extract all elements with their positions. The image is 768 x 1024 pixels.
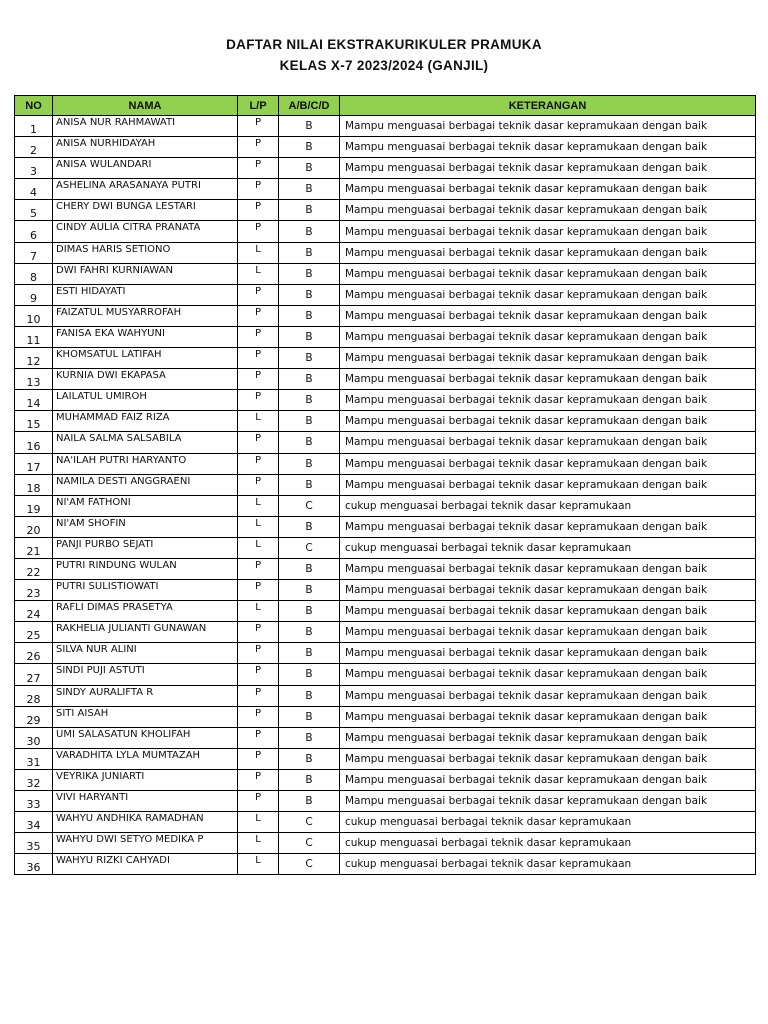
grade-cell: B xyxy=(279,727,340,748)
table-row xyxy=(15,179,756,200)
remark-cell: Mampu menguasai berbagai teknik dasar kepramukaan dengan baik xyxy=(340,558,756,579)
student-name-cell: ANISA WULANDARI xyxy=(53,158,238,179)
student-name-cell: ASHELINA ARASANAYA PUTRI xyxy=(53,179,238,200)
row-number-cell: 16 xyxy=(15,432,53,453)
row-number-cell: 7 xyxy=(15,242,53,263)
student-name-cell: PUTRI SULISTIOWATI xyxy=(53,580,238,601)
gender-cell: P xyxy=(238,221,279,242)
grade-cell: B xyxy=(279,601,340,622)
student-name-cell: DIMAS HARIS SETIONO xyxy=(53,242,238,263)
gender-cell: P xyxy=(238,284,279,305)
document-title: DAFTAR NILAI EKSTRAKURIKULER PRAMUKA xyxy=(226,37,542,52)
grade-cell: C xyxy=(279,537,340,558)
row-number-cell: 19 xyxy=(15,495,53,516)
gender-cell: L xyxy=(238,495,279,516)
student-name-cell: VIVI HARYANTI xyxy=(53,791,238,812)
row-number-cell: 1 xyxy=(15,116,53,137)
gender-cell: L xyxy=(238,854,279,875)
table-row xyxy=(15,116,756,137)
row-number-cell: 21 xyxy=(15,537,53,558)
grade-cell: B xyxy=(279,685,340,706)
row-number-cell: 3 xyxy=(15,158,53,179)
grade-cell: B xyxy=(279,643,340,664)
remark-cell: Mampu menguasai berbagai teknik dasar kepramukaan dengan baik xyxy=(340,348,756,369)
table-row xyxy=(15,200,756,221)
student-name-cell: PUTRI RINDUNG WULAN xyxy=(53,558,238,579)
remark-cell: cukup menguasai berbagai teknik dasar kepramukaan xyxy=(340,833,756,854)
row-number-cell: 8 xyxy=(15,263,53,284)
row-number-cell: 23 xyxy=(15,580,53,601)
table-row xyxy=(15,390,756,411)
student-name-cell: SINDY AURALIFTA R xyxy=(53,685,238,706)
gender-cell: P xyxy=(238,474,279,495)
table-row xyxy=(15,158,756,179)
row-number-cell: 20 xyxy=(15,516,53,537)
remark-cell: cukup menguasai berbagai teknik dasar kepramukaan xyxy=(340,537,756,558)
student-name-cell: NAMILA DESTI ANGGRAENI xyxy=(53,474,238,495)
remark-cell: Mampu menguasai berbagai teknik dasar kepramukaan dengan baik xyxy=(340,791,756,812)
row-number-cell: 17 xyxy=(15,453,53,474)
remark-cell: Mampu menguasai berbagai teknik dasar kepramukaan dengan baik xyxy=(340,474,756,495)
table-row xyxy=(15,263,756,284)
row-number-cell: 4 xyxy=(15,179,53,200)
student-name-cell: KHOMSATUL LATIFAH xyxy=(53,348,238,369)
remark-cell: Mampu menguasai berbagai teknik dasar kepramukaan dengan baik xyxy=(340,411,756,432)
remark-cell: Mampu menguasai berbagai teknik dasar kepramukaan dengan baik xyxy=(340,622,756,643)
column-header-lp: L/P xyxy=(238,96,279,116)
table-row xyxy=(15,643,756,664)
row-number-cell: 9 xyxy=(15,284,53,305)
row-number-cell: 22 xyxy=(15,558,53,579)
grade-cell: C xyxy=(279,495,340,516)
student-name-cell: DWI FAHRI KURNIAWAN xyxy=(53,263,238,284)
table-row xyxy=(15,748,756,769)
grade-cell: B xyxy=(279,221,340,242)
grades-table xyxy=(14,95,756,875)
table-row xyxy=(15,453,756,474)
remark-cell: Mampu menguasai berbagai teknik dasar kepramukaan dengan baik xyxy=(340,390,756,411)
grade-cell: B xyxy=(279,263,340,284)
table-row xyxy=(15,242,756,263)
table-row xyxy=(15,369,756,390)
gender-cell: L xyxy=(238,411,279,432)
row-number-cell: 24 xyxy=(15,601,53,622)
row-number-cell: 33 xyxy=(15,791,53,812)
student-name-cell: SINDI PUJI ASTUTI xyxy=(53,664,238,685)
remark-cell: Mampu menguasai berbagai teknik dasar kepramukaan dengan baik xyxy=(340,221,756,242)
gender-cell: P xyxy=(238,748,279,769)
table-row xyxy=(15,348,756,369)
remark-cell: cukup menguasai berbagai teknik dasar kepramukaan xyxy=(340,495,756,516)
table-header-row xyxy=(15,96,756,116)
row-number-cell: 6 xyxy=(15,221,53,242)
student-name-cell: CHERY DWI BUNGA LESTARI xyxy=(53,200,238,221)
student-name-cell: RAFLI DIMAS PRASETYA xyxy=(53,601,238,622)
row-number-cell: 32 xyxy=(15,769,53,790)
student-name-cell: NAILA SALMA SALSABILA xyxy=(53,432,238,453)
table-row xyxy=(15,769,756,790)
row-number-cell: 28 xyxy=(15,685,53,706)
table-row xyxy=(15,580,756,601)
remark-cell: Mampu menguasai berbagai teknik dasar kepramukaan dengan baik xyxy=(340,305,756,326)
table-row xyxy=(15,305,756,326)
row-number-cell: 27 xyxy=(15,664,53,685)
table-row xyxy=(15,516,756,537)
remark-cell: Mampu menguasai berbagai teknik dasar kepramukaan dengan baik xyxy=(340,516,756,537)
grade-cell: B xyxy=(279,179,340,200)
remark-cell: Mampu menguasai berbagai teknik dasar kepramukaan dengan baik xyxy=(340,326,756,347)
gender-cell: P xyxy=(238,706,279,727)
remark-cell: Mampu menguasai berbagai teknik dasar kepramukaan dengan baik xyxy=(340,263,756,284)
grade-cell: B xyxy=(279,284,340,305)
table-row xyxy=(15,685,756,706)
gender-cell: P xyxy=(238,137,279,158)
grade-cell: B xyxy=(279,137,340,158)
gender-cell: P xyxy=(238,390,279,411)
remark-cell: Mampu menguasai berbagai teknik dasar kepramukaan dengan baik xyxy=(340,369,756,390)
gender-cell: L xyxy=(238,516,279,537)
grade-cell: B xyxy=(279,390,340,411)
gender-cell: P xyxy=(238,348,279,369)
remark-cell: Mampu menguasai berbagai teknik dasar kepramukaan dengan baik xyxy=(340,200,756,221)
grade-cell: B xyxy=(279,622,340,643)
student-name-cell: VARADHITA LYLA MUMTAZAH xyxy=(53,748,238,769)
student-name-cell: WAHYU RIZKI CAHYADI xyxy=(53,854,238,875)
gender-cell: P xyxy=(238,643,279,664)
gender-cell: P xyxy=(238,432,279,453)
row-number-cell: 5 xyxy=(15,200,53,221)
remark-cell: Mampu menguasai berbagai teknik dasar kepramukaan dengan baik xyxy=(340,137,756,158)
grade-cell: B xyxy=(279,432,340,453)
remark-cell: Mampu menguasai berbagai teknik dasar kepramukaan dengan baik xyxy=(340,685,756,706)
grade-cell: C xyxy=(279,854,340,875)
student-name-cell: FANISA EKA WAHYUNI xyxy=(53,326,238,347)
column-header-no: NO xyxy=(15,96,53,116)
student-name-cell: ANISA NURHIDAYAH xyxy=(53,137,238,158)
remark-cell: Mampu menguasai berbagai teknik dasar kepramukaan dengan baik xyxy=(340,727,756,748)
row-number-cell: 25 xyxy=(15,622,53,643)
remark-cell: Mampu menguasai berbagai teknik dasar kepramukaan dengan baik xyxy=(340,580,756,601)
remark-cell: Mampu menguasai berbagai teknik dasar kepramukaan dengan baik xyxy=(340,158,756,179)
remark-cell: Mampu menguasai berbagai teknik dasar kepramukaan dengan baik xyxy=(340,284,756,305)
student-name-cell: NA'ILAH PUTRI HARYANTO xyxy=(53,453,238,474)
gender-cell: P xyxy=(238,369,279,390)
student-name-cell: CINDY AULIA CITRA PRANATA xyxy=(53,221,238,242)
table-row xyxy=(15,791,756,812)
row-number-cell: 14 xyxy=(15,390,53,411)
grade-cell: B xyxy=(279,242,340,263)
table-row xyxy=(15,664,756,685)
student-name-cell: NI'AM FATHONI xyxy=(53,495,238,516)
student-name-cell: ANISA NUR RAHMAWATI xyxy=(53,116,238,137)
remark-cell: Mampu menguasai berbagai teknik dasar kepramukaan dengan baik xyxy=(340,769,756,790)
table-row xyxy=(15,284,756,305)
student-name-cell: RAKHELIA JULIANTI GUNAWAN xyxy=(53,622,238,643)
grade-cell: B xyxy=(279,769,340,790)
gender-cell: L xyxy=(238,242,279,263)
gender-cell: P xyxy=(238,685,279,706)
remark-cell: Mampu menguasai berbagai teknik dasar kepramukaan dengan baik xyxy=(340,664,756,685)
student-name-cell: KURNIA DWI EKAPASA xyxy=(53,369,238,390)
grade-cell: B xyxy=(279,748,340,769)
grade-cell: B xyxy=(279,791,340,812)
gender-cell: P xyxy=(238,116,279,137)
grade-cell: B xyxy=(279,326,340,347)
gender-cell: P xyxy=(238,558,279,579)
grade-cell: C xyxy=(279,812,340,833)
gender-cell: P xyxy=(238,664,279,685)
row-number-cell: 34 xyxy=(15,812,53,833)
student-name-cell: MUHAMMAD FAIZ RIZA xyxy=(53,411,238,432)
remark-cell: Mampu menguasai berbagai teknik dasar kepramukaan dengan baik xyxy=(340,242,756,263)
table-row xyxy=(15,727,756,748)
gender-cell: L xyxy=(238,601,279,622)
grade-cell: B xyxy=(279,580,340,601)
row-number-cell: 31 xyxy=(15,748,53,769)
remark-cell: cukup menguasai berbagai teknik dasar kepramukaan xyxy=(340,812,756,833)
remark-cell: cukup menguasai berbagai teknik dasar kepramukaan xyxy=(340,854,756,875)
grade-cell: B xyxy=(279,411,340,432)
table-row xyxy=(15,601,756,622)
gender-cell: P xyxy=(238,179,279,200)
gender-cell: P xyxy=(238,580,279,601)
table-row xyxy=(15,221,756,242)
student-name-cell: WAHYU DWI SETYO MEDIKA P xyxy=(53,833,238,854)
table-row xyxy=(15,432,756,453)
grade-cell: B xyxy=(279,200,340,221)
gender-cell: P xyxy=(238,791,279,812)
row-number-cell: 36 xyxy=(15,854,53,875)
gender-cell: P xyxy=(238,305,279,326)
student-name-cell: ESTI HIDAYATI xyxy=(53,284,238,305)
row-number-cell: 35 xyxy=(15,833,53,854)
gender-cell: P xyxy=(238,769,279,790)
remark-cell: Mampu menguasai berbagai teknik dasar kepramukaan dengan baik xyxy=(340,116,756,137)
table-row xyxy=(15,137,756,158)
row-number-cell: 12 xyxy=(15,348,53,369)
gender-cell: P xyxy=(238,326,279,347)
table-row xyxy=(15,854,756,875)
row-number-cell: 30 xyxy=(15,727,53,748)
column-header-nama: NAMA xyxy=(53,96,238,116)
row-number-cell: 29 xyxy=(15,706,53,727)
gender-cell: P xyxy=(238,727,279,748)
row-number-cell: 13 xyxy=(15,369,53,390)
grade-cell: B xyxy=(279,116,340,137)
student-name-cell: SITI AISAH xyxy=(53,706,238,727)
gender-cell: P xyxy=(238,200,279,221)
table-row xyxy=(15,558,756,579)
student-name-cell: PANJI PURBO SEJATI xyxy=(53,537,238,558)
grade-cell: B xyxy=(279,706,340,727)
row-number-cell: 11 xyxy=(15,326,53,347)
document-subtitle: KELAS X-7 2023/2024 (GANJIL) xyxy=(279,58,489,73)
row-number-cell: 15 xyxy=(15,411,53,432)
student-name-cell: SILVA NUR ALINI xyxy=(53,643,238,664)
gender-cell: L xyxy=(238,537,279,558)
remark-cell: Mampu menguasai berbagai teknik dasar kepramukaan dengan baik xyxy=(340,453,756,474)
remark-cell: Mampu menguasai berbagai teknik dasar kepramukaan dengan baik xyxy=(340,601,756,622)
row-number-cell: 18 xyxy=(15,474,53,495)
remark-cell: Mampu menguasai berbagai teknik dasar kepramukaan dengan baik xyxy=(340,643,756,664)
column-header-nilai: A/B/C/D xyxy=(279,96,340,116)
gender-cell: P xyxy=(238,622,279,643)
remark-cell: Mampu menguasai berbagai teknik dasar kepramukaan dengan baik xyxy=(340,706,756,727)
table-row xyxy=(15,706,756,727)
table-row xyxy=(15,326,756,347)
remark-cell: Mampu menguasai berbagai teknik dasar kepramukaan dengan baik xyxy=(340,179,756,200)
column-header-keterangan: KETERANGAN xyxy=(340,96,756,116)
student-name-cell: FAIZATUL MUSYARROFAH xyxy=(53,305,238,326)
grade-cell: B xyxy=(279,664,340,685)
gender-cell: L xyxy=(238,833,279,854)
table-row xyxy=(15,537,756,558)
table-row xyxy=(15,812,756,833)
row-number-cell: 10 xyxy=(15,305,53,326)
grade-cell: B xyxy=(279,474,340,495)
student-name-cell: LAILATUL UMIROH xyxy=(53,390,238,411)
grade-cell: B xyxy=(279,516,340,537)
table-row xyxy=(15,411,756,432)
gender-cell: P xyxy=(238,158,279,179)
student-name-cell: VEYRIKA JUNIARTI xyxy=(53,769,238,790)
row-number-cell: 2 xyxy=(15,137,53,158)
remark-cell: Mampu menguasai berbagai teknik dasar kepramukaan dengan baik xyxy=(340,432,756,453)
grade-cell: B xyxy=(279,558,340,579)
gender-cell: L xyxy=(238,812,279,833)
gender-cell: L xyxy=(238,263,279,284)
student-name-cell: WAHYU ANDHIKA RAMADHAN xyxy=(53,812,238,833)
remark-cell: Mampu menguasai berbagai teknik dasar kepramukaan dengan baik xyxy=(340,748,756,769)
grade-cell: B xyxy=(279,348,340,369)
grade-cell: B xyxy=(279,453,340,474)
table-row xyxy=(15,495,756,516)
student-name-cell: UMI SALASATUN KHOLIFAH xyxy=(53,727,238,748)
row-number-cell: 26 xyxy=(15,643,53,664)
grade-cell: B xyxy=(279,369,340,390)
table-row xyxy=(15,622,756,643)
table-row xyxy=(15,833,756,854)
gender-cell: P xyxy=(238,453,279,474)
student-name-cell: NI'AM SHOFIN xyxy=(53,516,238,537)
table-row xyxy=(15,474,756,495)
grade-cell: C xyxy=(279,833,340,854)
grade-cell: B xyxy=(279,158,340,179)
grade-cell: B xyxy=(279,305,340,326)
